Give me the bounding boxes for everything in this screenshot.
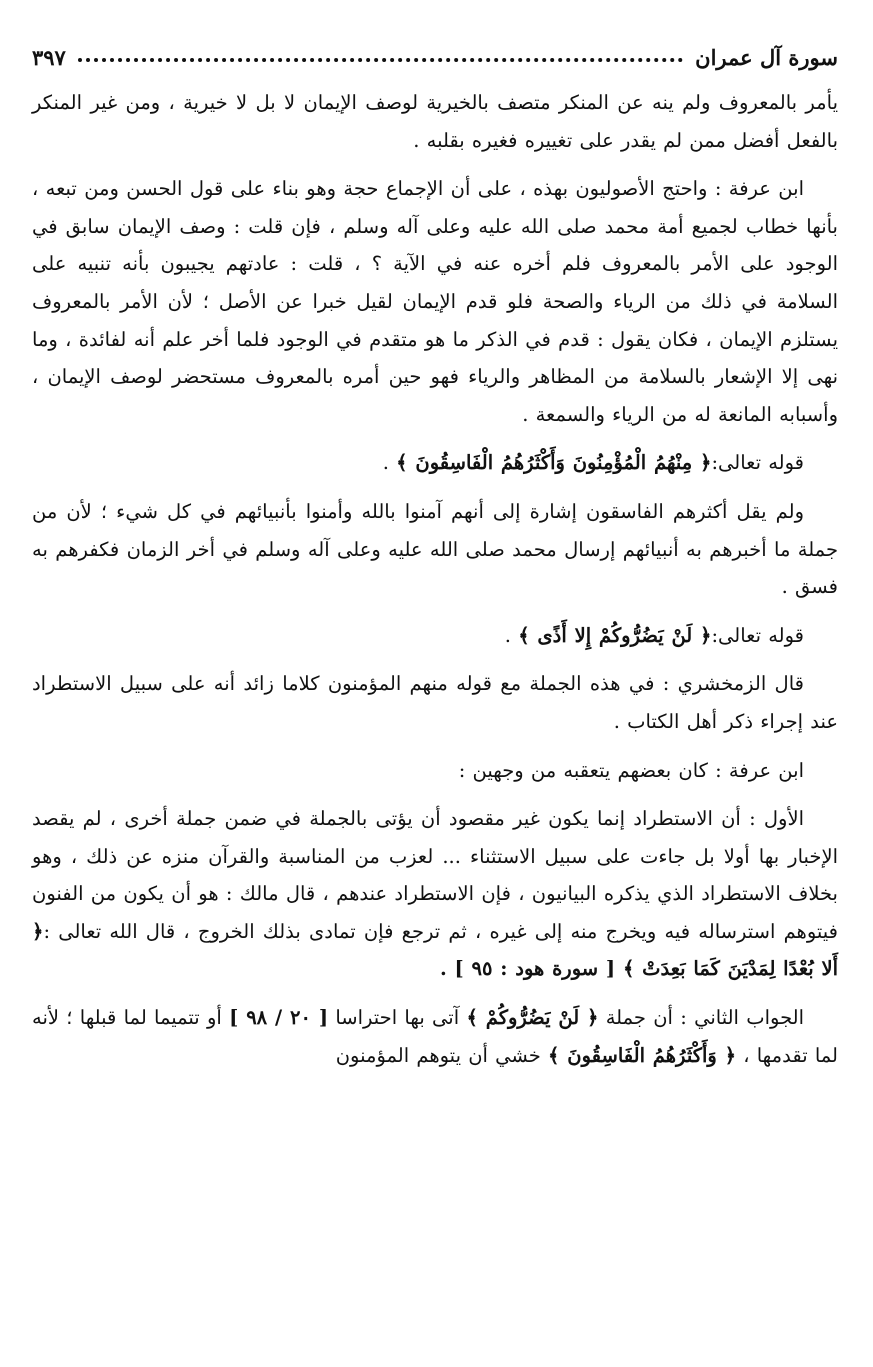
quran-verse: ﴿ أَلا بُعْدًا لِمَدْيَنَ كَمَا بَعِدَتْ ﴾ [32, 919, 838, 981]
paragraph-9 [32, 999, 838, 1074]
paragraph-text: آتى بها احتراسا [328, 1006, 467, 1030]
paragraph-3 [32, 444, 838, 482]
quran-verse: ﴿ وَأَكْثَرُهُمُ الْفَاسِقُونَ ﴾ [548, 1043, 737, 1067]
book-page [32, 30, 838, 1074]
header-dotted-leader [78, 58, 683, 62]
paragraph-text: أو تتميما لما قبلها ؛ لأنه لما تقدمها ، [32, 1006, 838, 1067]
paragraph-text: خشي أن يتوهم المؤمنون [335, 1043, 549, 1067]
quran-verse: ﴿ لَنْ يَضُرُّوكُمْ ﴾ [466, 1006, 599, 1030]
surah-title: سورة آل عمران [695, 45, 838, 70]
paragraph-text: الأول : أن الاستطراد إنما يكون غير مقصود أن يؤتى بالجملة في ضمن جملة أخرى ، لم يقصد الإخبار بها أولا بل جاءت على سبيل الاستثناء ... لعزب من المناسبة والقرآن منزه عن ذلك ، وهو بخلاف الاستطراد الذي يذكره البيانيون ، فإن الاستطراد عندهم ، قال مالك : هو أن يكون من الفنون فيتوهم استرساله فيه ويخرج منه إلى غيره ، ثم ترجع فإن تمادى بذلك الخروج ، قال الله تعالى : [32, 807, 838, 943]
paragraph-4: ولم يقل أكثرهم الفاسقون إشارة إلى أنهم آمنوا بالله وأمنوا بأنبيائهم في كل شيء ؛ لأن من جملة ما أخبرهم به أنبيائهم إرسال محمد صلى الله عليه وعلى آله وسلم في أخر الزمان فكفرهم به فسق . [32, 499, 838, 599]
quran-verse: ﴿ لَنْ يَضُرُّوكُمْ إِلا أَذًى ﴾ [518, 623, 712, 647]
verse-end: . [504, 623, 519, 647]
verse-end: . [382, 451, 397, 475]
paragraph-6: قال الزمخشري : في هذه الجملة مع قوله منهم المؤمنون كلاما زائد أنه على سبيل الاستطراد عند إجراء ذكر أهل الكتاب . [32, 672, 838, 733]
paragraph-text: الجواب الثاني : أن جملة [598, 1006, 805, 1030]
paragraph-5 [32, 617, 838, 655]
manuscript-folio-reference: [ ٢٠ / ٩٨ ] [229, 1006, 329, 1030]
paragraph-1: يأمر بالمعروف ولم ينه عن المنكر متصف بالخيرية لوصف الإيمان لا بل لا خيرية ، ومن غير المنكر بالفعل أفضل ممن لم يقدر على تغييره فغيره بقلبه . [32, 91, 838, 152]
quran-verse: ﴿ مِنْهُمُ الْمُؤْمِنُونَ وَأَكْثَرُهُمُ الْفَاسِقُونَ ﴾ [396, 451, 712, 475]
verse-reference: [ سورة هود : ٩٥ ] . [439, 957, 623, 981]
verse-intro: قوله تعالى: [711, 451, 804, 475]
paragraph-7: ابن عرفة : كان بعضهم يتعقبه من وجهين : [458, 758, 804, 782]
page-body [32, 84, 838, 1074]
page-number: ٣٩٧ [32, 45, 66, 70]
verse-intro: قوله تعالى: [711, 623, 804, 647]
running-header [32, 30, 838, 68]
paragraph-8 [32, 800, 838, 988]
paragraph-2: ابن عرفة : واحتج الأصوليون بهذه ، على أن الإجماع حجة وهو بناء على قول الحسن ومن تبعه ، بأنها خطاب لجميع أمة محمد صلى الله عليه وعلى آله وسلم ، فإن قلت : وصف الإيمان سابق في الوجود على الأمر بالمعروف فلم أخره عنه في الآية ؟ ، قلت : عادتهم يجيبون بأنه تنبيه على السلامة في ذلك من الرياء والصحة فلو قدم الإيمان لقيل خبرا عن الأصل ؛ لأن الأمر بالمعروف يستلزم الإيمان ، فكان يقول : قدم في الذكر ما هو متقدم في الوجود فلما أخر علم أنه لفائدة ، وما نهى إلا الإشعار بالسلامة من المظاهر والرياء فهو حين أمره بالمعروف مستحضر لوصف الإيمان ، وأسبابه المانعة له من الرياء والسمعة . [32, 177, 838, 426]
